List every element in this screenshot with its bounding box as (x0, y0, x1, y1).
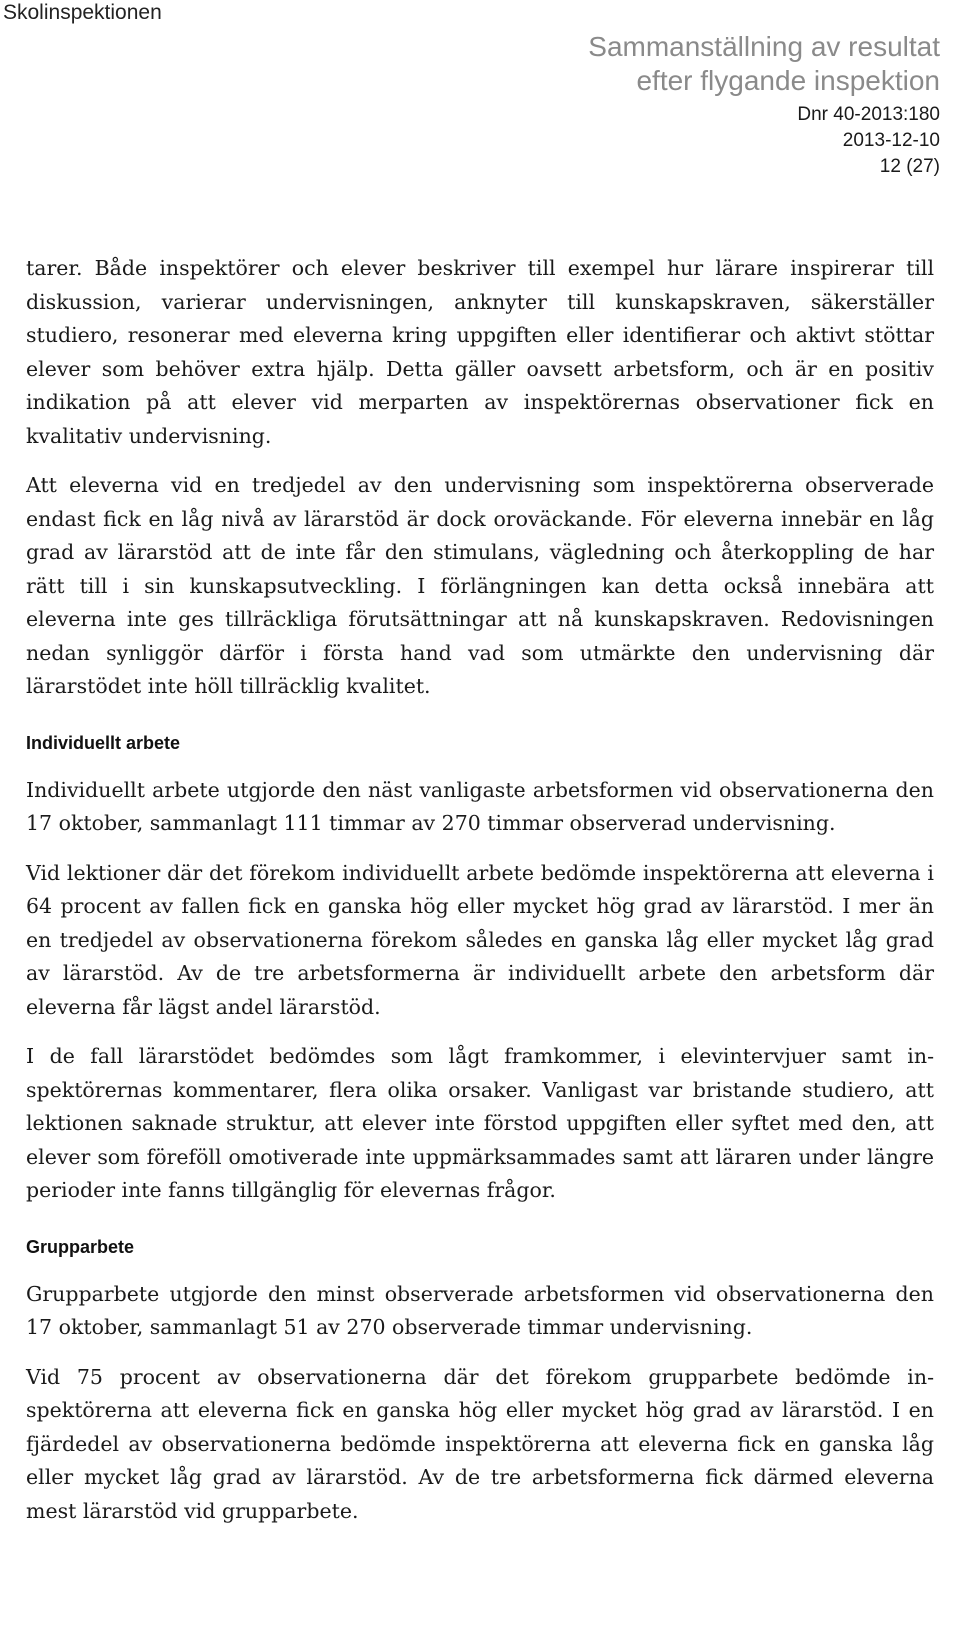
organization-name: Skolinspektionen (3, 1, 162, 24)
paragraph: Vid lektioner där det förekom individuellt arbete bedömde inspektörerna att eleverna i 64 procent av fallen fick en ganska hög eller mycket hög grad av lärarstöd. I mer än en tredjedel av observationerna förekom således en ganska låg eller mycket låg grad av lärarstöd. Av de tre arbetsformerna är individuellt arbete den arbetsform där eleverna får lägst andel lärarstöd. (26, 860, 934, 1019)
paragraph: Grupparbete utgjorde den minst observerade arbetsformen vid observationerna den 17 oktober, sammanlagt 51 av 270 observerade timmar undervisning. (26, 1281, 934, 1339)
section-heading-group-work: Grupparbete (26, 1236, 135, 1257)
diary-number: Dnr 40-2013:180 (797, 104, 940, 125)
document-body (26, 252, 934, 1544)
paragraph: Vid 75 procent av observationerna där det förekom grupparbete bedömde inspektörerna att eleverna fick en ganska hög eller mycket hög grad av lärarstöd. I en fjärdedel av observationerna bedömde inspektörerna att eleverna fick en ganska låg eller mycket låg grad av lärarstöd. Av de tre arbetsformerna fick därmed eleverna mest lärarstöd vid grupparbete. (26, 1364, 934, 1523)
document-meta (588, 102, 940, 180)
document-date: 2013-12-10 (842, 130, 940, 151)
paragraph: tarer. Både inspektörer och elever beskriver till exempel hur lärare inspirerar till diskussion, varierar undervisningen, anknyter till kunskapskraven, säkerställer studiero, resonerar med eleverna kring uppgiften eller identifierar och aktivt stöttar elever som behöver extra hjälp. Detta gäller oavsett arbetsform, och är en positiv indikation på att elever vid merparten av inspektörernas observationer fick en kvalitativ undervisning. (26, 256, 934, 448)
document-title-line-1: Sammanställning av resultat (588, 31, 940, 62)
document-header (588, 30, 940, 180)
paragraph: Att eleverna vid en tredjedel av den undervisning som inspektörerna observerade endast fick en låg nivå av lärarstöd är dock oroväckande. För eleverna innebär en låg grad av lärarstöd att de inte får den stimulans, vägledning och återkoppling de har rätt till i sin kunskapsutveckling. I förlängningen kan detta också innebära att eleverna inte ges tillräckliga förutsättningar att nå kunskapskraven. Redovisningen nedan synliggör därför i första hand vad som utmärkte den undervisning där lärarstödet inte höll tillräcklig kvalitet. (26, 473, 934, 698)
section-heading-individual-work: Individuellt arbete (26, 732, 181, 753)
document-title-line-2: efter flygande inspektion (636, 65, 940, 96)
page-number: 12 (27) (879, 156, 940, 177)
paragraph: Individuellt arbete utgjorde den näst vanligaste arbetsformen vid observationerna den 17 oktober, sammanlagt 111 timmar av 270 timmar observerad undervisning. (26, 777, 934, 835)
paragraph: I de fall lärarstödet bedömdes som lågt framkommer, i elevintervjuer samt inspektörernas kommentarer, flera olika orsaker. Vanligast var bristande studiero, att lektionen saknade struktur, att elever inte förstod uppgiften eller syftet med den, att elever som föreföll omotiverade inte uppmärksammades samt att läraren under längre perioder inte fanns tillgänglig för elevernas frågor. (26, 1044, 934, 1202)
